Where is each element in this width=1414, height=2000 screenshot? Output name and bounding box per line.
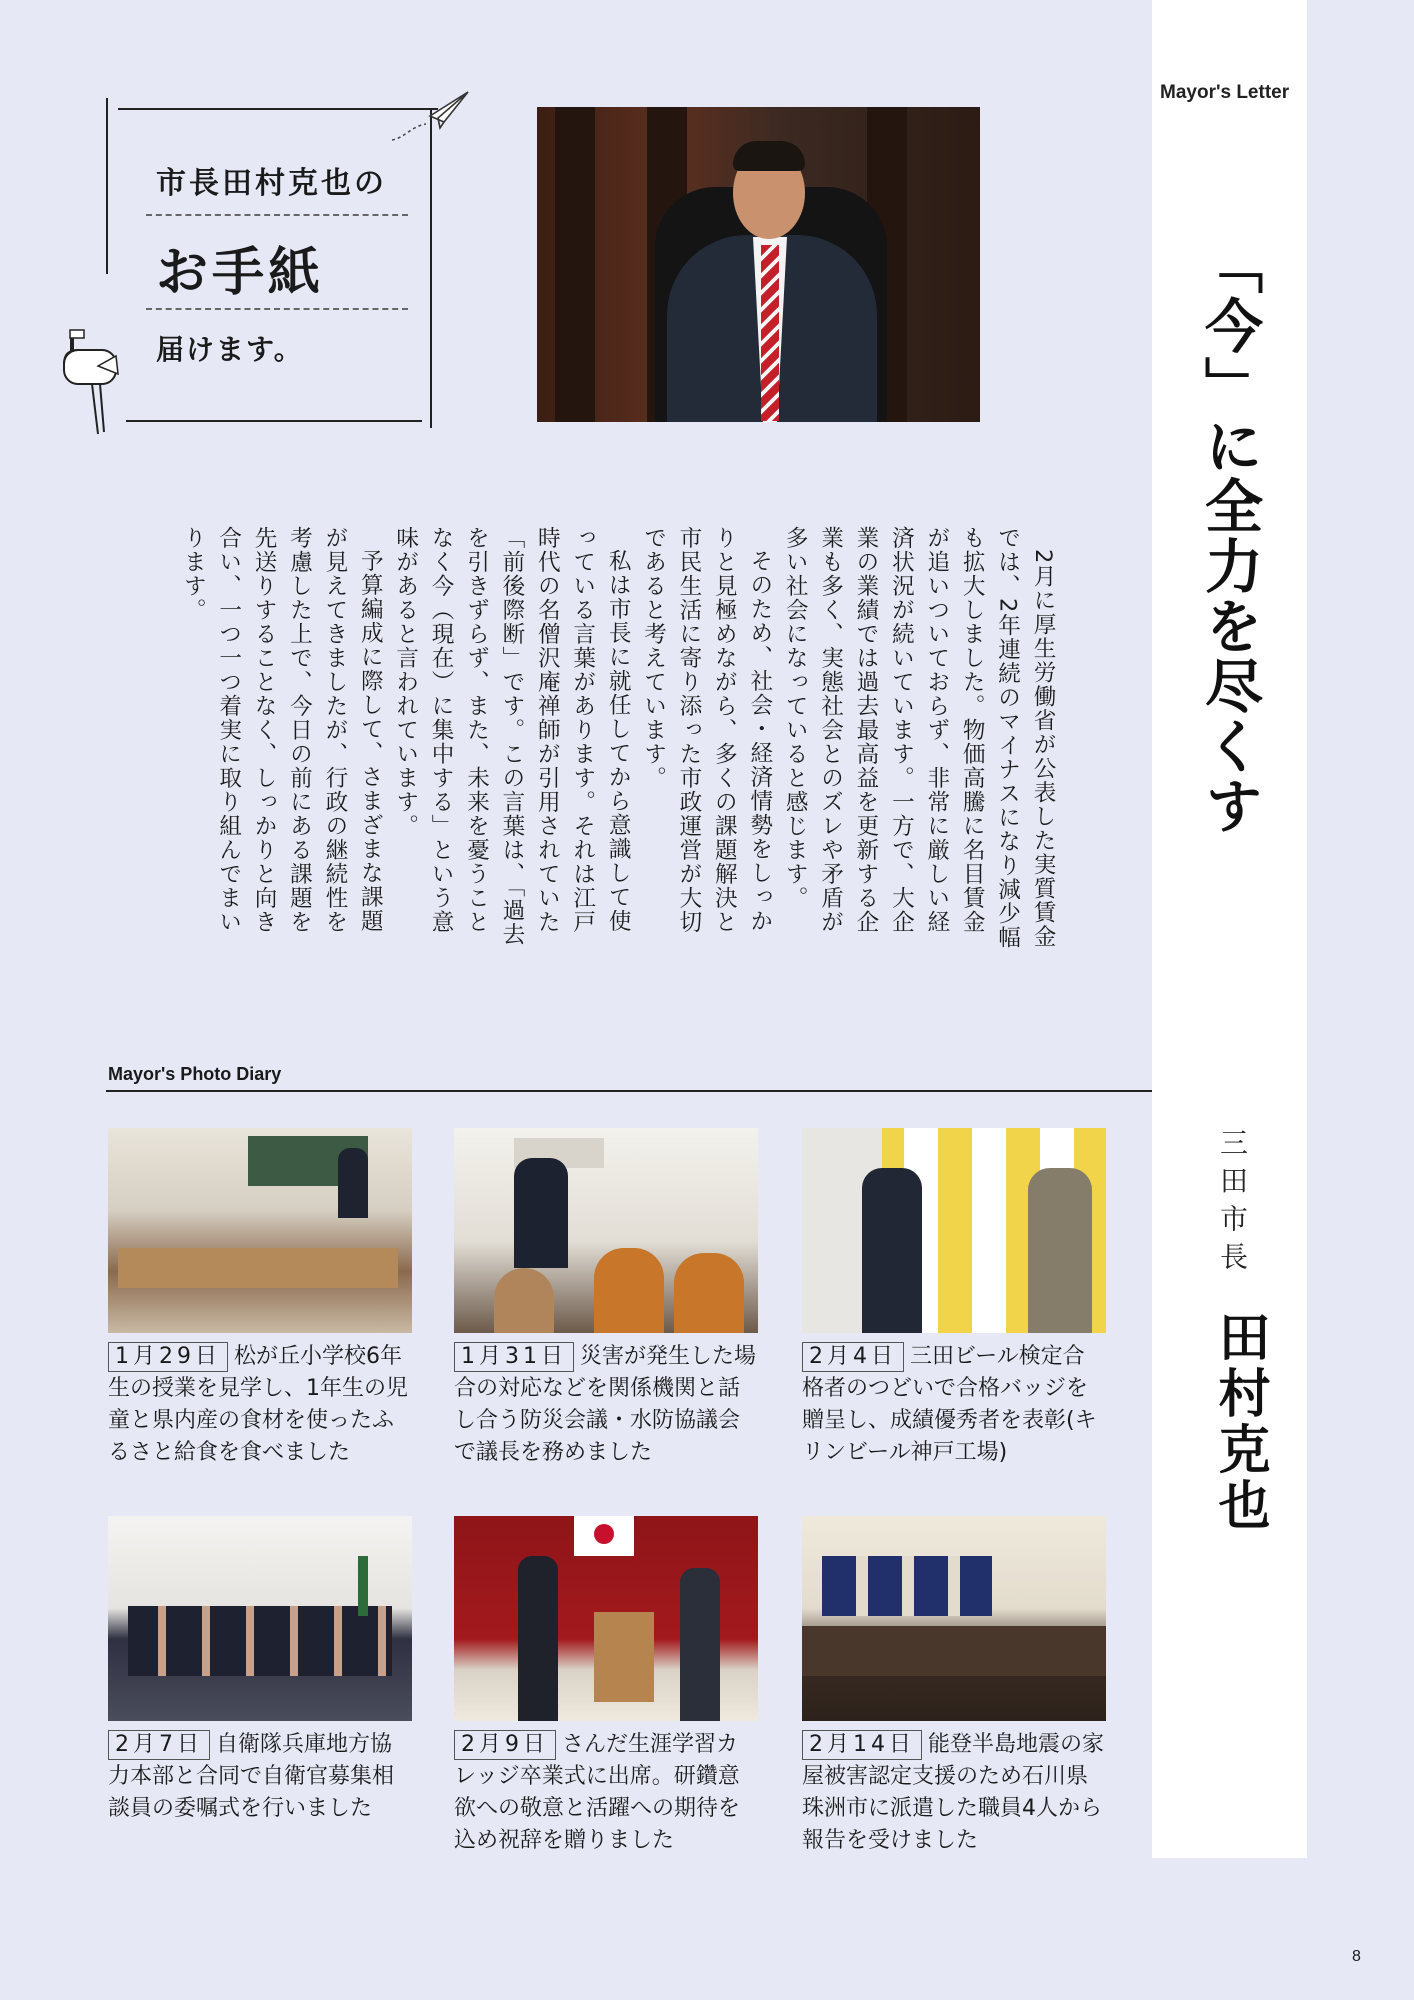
diary-caption: 災害が発生した場合の対応などを関係機関と話し合う防災会議・水防協議会で議長を務めました: [454, 1344, 757, 1465]
title-frame-left: [106, 98, 108, 274]
diary-date: 1月31日: [454, 1342, 574, 1372]
letter-paragraph: 2月に厚生労働省が公表した実質賃金では、2年連続のマイナスになり減少幅も拡大しました。物価高騰に名目賃金が追いついておらず、非常に厳しい経済状況が続いています。一方で、大企業の業績では過去最高益を更新する企業も多く、実態社会とのズレや矛盾が多い社会になっていると感じます。: [782, 526, 1056, 950]
diary-caption: 能登半島地震の家屋被害認定支援のため石川県珠洲市に派遣した職員4人から報告を受けました: [802, 1732, 1105, 1853]
mayor-portrait-photo: [537, 107, 980, 422]
letter-paragraph: 私は市長に就任してから意識して使っている言葉があります。それは江戸時代の名僧沢庵禅師が引用されていた「前後際断」です。この言葉は、「過去を引きずらず、また、未来を憂うことなく今（現在）に集中する」という意味があると言われています。: [392, 526, 632, 947]
mailbox-icon: [58, 326, 128, 436]
diary-photo: [802, 1128, 1106, 1333]
diary-entry: [454, 1128, 758, 1469]
diary-date: 2月14日: [802, 1730, 922, 1760]
diary-caption: 松が丘小学校6年生の授業を見学し、1年生の児童と県内産の食材を使ったふるさと給食を食べました: [108, 1344, 408, 1465]
paper-plane-icon: [382, 88, 472, 148]
diary-entry: [454, 1516, 758, 1857]
diary-date: 2月7日: [108, 1730, 210, 1760]
page-number: 8: [1352, 1948, 1361, 1965]
diary-photo: [454, 1128, 758, 1333]
diary-caption: さんだ生涯学習カレッジ卒業式に出席。研鑽意欲への敬意と活躍への期待を込め祝辞を贈りました: [454, 1732, 741, 1853]
mayor-role: 三田市長: [1216, 1128, 1249, 1280]
letter-paragraph: そのため、社会・経済情勢をしっかりと見極めながら、多くの課題解決と市民生活に寄り添った市政運営が大切であると考えています。: [640, 526, 773, 934]
diary-caption: 自衛隊兵庫地方協力本部と合同で自衛官募集相談員の委嘱式を行いました: [108, 1732, 395, 1821]
title-divider: [146, 308, 408, 310]
diary-photo: [802, 1516, 1106, 1721]
title-frame-bottom: [126, 420, 422, 422]
letter-paragraph: 予算編成に際して、さまざまな課題が見えてきましたが、行政の継続性を考慮した上で、今日の前にある課題を先送りすることなく、しっかりと向き合い、一つ一つ着実に取り組んでまいります。: [180, 526, 384, 934]
diary-photo: [108, 1516, 412, 1721]
diary-entry: [802, 1516, 1106, 1857]
diary-photo: [108, 1128, 412, 1333]
diary-caption: 三田ビール検定合格者のつどいで合格バッジを贈呈し、成績優秀者を表彰(キリンビール神戸工場): [802, 1344, 1097, 1465]
photo-diary-label: Mayor's Photo Diary: [108, 1064, 282, 1084]
title-line-3: 届けます。: [156, 333, 304, 366]
diary-date: 2月9日: [454, 1730, 556, 1760]
title-line-1: 市長田村克也の: [156, 166, 387, 201]
letter-body: [100, 526, 1060, 956]
letter-headline: 「今」に全力を尽くす: [1195, 236, 1263, 836]
diary-photo: [454, 1516, 758, 1721]
diary-date: 1月29日: [108, 1342, 228, 1372]
diary-entry: [802, 1128, 1106, 1469]
title-frame-right: [430, 108, 432, 428]
photo-diary-rule: [106, 1090, 1152, 1092]
title-line-2: お手紙: [156, 243, 325, 303]
title-divider: [146, 214, 408, 216]
mayor-name: 田村克也: [1209, 1310, 1270, 1534]
section-label: Mayor's Letter: [1160, 82, 1290, 103]
diary-date: 2月4日: [802, 1342, 904, 1372]
diary-entry: [108, 1516, 412, 1825]
diary-entry: [108, 1128, 412, 1469]
